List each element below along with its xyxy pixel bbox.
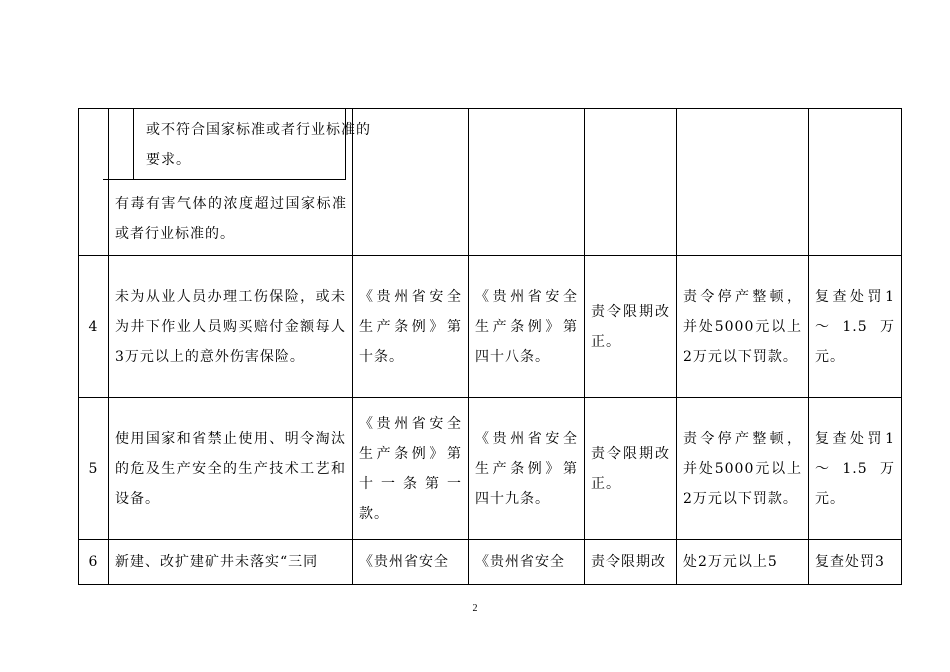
penalty-basis-cell: 《贵州省安全 <box>469 540 585 585</box>
basis-cell: 《贵州省安全 <box>353 540 469 585</box>
review-cell <box>809 109 902 256</box>
penalty-cell: 处2万元以上5 <box>677 540 809 585</box>
measure-cell: 责令限期改正。 <box>585 256 677 398</box>
nested-cell-column <box>103 109 134 179</box>
row-number: 4 <box>79 256 109 398</box>
description-cell: 新建、改扩建矿井未落实“三同 <box>109 540 353 585</box>
description-cell: 未为从业人员办理工伤保险，或未为井下作业人员购买赔付金额每人3万元以上的意外伤害保险。 <box>109 256 353 398</box>
penalty-basis-cell: 《贵州省安全生产条例》第四十九条。 <box>469 398 585 540</box>
measure-cell: 责令限期改正。 <box>585 398 677 540</box>
table-row <box>79 256 902 398</box>
description-text: 有毒有害气体的浓度超过国家标准或者行业标准的。 <box>115 196 347 242</box>
row-number: 5 <box>79 398 109 540</box>
table-row <box>79 540 902 585</box>
table-row <box>79 398 902 540</box>
description-cell <box>109 109 371 256</box>
page-number: 2 <box>472 603 478 614</box>
penalty-cell: 责令停产整顿，并处5000元以上2万元以下罚款。 <box>677 256 809 398</box>
description-cell: 使用国家和省禁止使用、明令淘汰的危及生产安全的生产技术工艺和设备。 <box>109 398 353 540</box>
basis-cell: 《贵州省安全生产条例》第十条。 <box>353 256 469 398</box>
basis-cell: 《贵州省安全生产条例》第十一条第一款。 <box>353 398 469 540</box>
penalty-cell: 责令停产整顿，并处5000元以上2万元以下罚款。 <box>677 398 809 540</box>
nested-cell-text: 或不符合国家标准或者行业标准的 <box>146 122 371 138</box>
penalty-cell <box>677 109 809 256</box>
review-cell: 复查处罚1～1.5万元。 <box>809 256 902 398</box>
measure-cell: 责令限期改 <box>585 540 677 585</box>
table-row <box>79 109 902 256</box>
regulation-table <box>78 108 902 585</box>
review-cell: 复查处罚1～1.5万元。 <box>809 398 902 540</box>
review-cell: 复查处罚3 <box>809 540 902 585</box>
penalty-basis-cell <box>469 109 585 256</box>
nested-cell-text: 要求。 <box>146 152 191 168</box>
measure-cell <box>585 109 677 256</box>
penalty-basis-cell: 《贵州省安全生产条例》第四十八条。 <box>469 256 585 398</box>
row-number: 6 <box>79 540 109 585</box>
